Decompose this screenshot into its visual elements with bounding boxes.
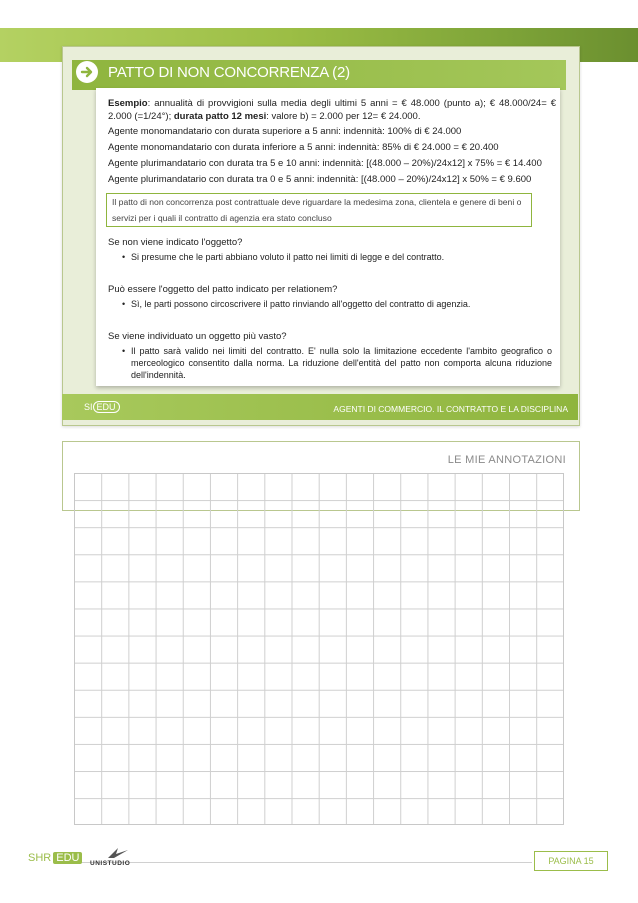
answer-text: Il patto sarà valido nei limiti del contratto. E' nulla solo la limitazione eccedente l'ambito geografico o merceologico consentito dalla norma. La riduzione dell'entità del patto non comporta alcuna riduzione dell'indennità.: [131, 346, 552, 380]
edu-text: EDU: [53, 852, 82, 864]
question: Se viene individuato un oggetto più vasto?: [108, 331, 287, 342]
unistudio-logo: [90, 846, 150, 874]
example-paragraph: [108, 97, 556, 123]
slide-title: PATTO DI NON CONCORRENZA (2): [108, 64, 350, 81]
unistudio-logo-icon: [104, 846, 134, 860]
bullet-icon: •: [122, 299, 126, 309]
note-box: Il patto di non concorrenza post contrattuale deve riguardare la medesima zona, clientela e genere di beni o servizi per i quali il contratto di agenzia era stato concluso: [106, 193, 532, 227]
question: Può essere l'oggetto del patto indicato per relationem?: [108, 284, 338, 295]
shr-edu-logo: [28, 852, 82, 864]
bullet-icon: •: [122, 346, 126, 356]
page-number: PAGINA 15: [534, 851, 608, 871]
answer-bullet: [122, 345, 552, 381]
example-label-2: durata patto 12 mesi: [173, 111, 267, 122]
notes-title: LE MIE ANNOTAZIONI: [447, 454, 566, 466]
example-text-1: : annualità di provvigioni sulla media degli ultimi 5 anni = € 48.000 (punto a); € 48.000/24= € 2.000 (=1/24°);: [108, 98, 556, 122]
arrow-right-icon: [76, 61, 98, 83]
answer-text: Sì, le parti possono circoscrivere il patto rinviando all'oggetto del contratto di agenzia.: [131, 299, 471, 309]
example-label: Esempio: [108, 98, 148, 109]
indemnity-line: Agente monomandatario con durata superiore a 5 anni: indennità: 100% di € 24.000: [108, 126, 462, 137]
shr-text: SHR: [28, 852, 52, 864]
bullet-icon: •: [122, 252, 126, 262]
example-text-2: : valore b) = 2.000 per 12= € 24.000.: [266, 111, 421, 122]
question: Se non viene indicato l'oggetto?: [108, 237, 243, 248]
slide-footer-logo: [84, 402, 120, 412]
answer-bullet: [122, 298, 552, 310]
footer-logo-box: EDU: [93, 401, 120, 413]
unistudio-text: UNISTUDIO: [90, 860, 131, 867]
answer-text: Si presume che le parti abbiano voluto il patto nei limiti di legge e del contratto.: [131, 252, 445, 262]
indemnity-line: Agente plurimandatario con durata tra 5 e 10 anni: indennità: [(48.000 – 20%)/24x12] x 75% = € 14.400: [108, 158, 542, 169]
slide-footer-text: AGENTI DI COMMERCIO. IL CONTRATTO E LA DISCIPLINA: [333, 404, 568, 414]
indemnity-line: Agente monomandatario con durata inferiore a 5 anni: indennità: 85% di € 24.000 = € 20.400: [108, 142, 499, 153]
indemnity-line: Agente plurimandatario con durata tra 0 e 5 anni: indennità: [(48.000 – 20%)/24x12] x 50% = € 9.600: [108, 174, 532, 185]
footer-logo-text: SI: [84, 402, 93, 412]
answer-bullet: [122, 251, 552, 263]
notes-grid[interactable]: [74, 473, 564, 825]
